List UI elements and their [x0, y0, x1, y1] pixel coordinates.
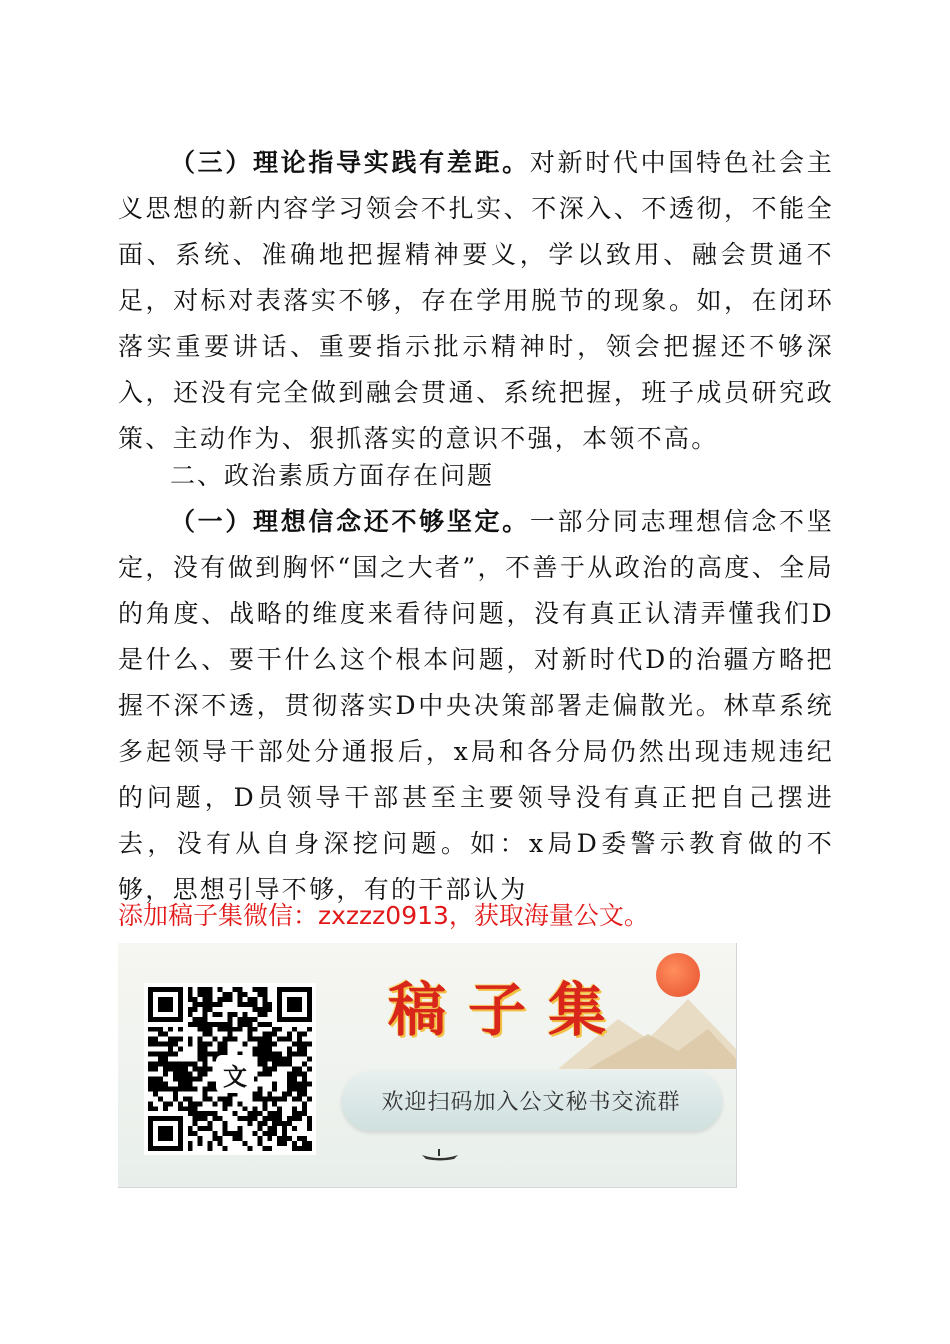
paragraph-body: 一部分同志理想信念不坚定，没有做到胸怀“国之大者”，不善于从政治的高度、全局的角度、战略的维度来看待问题，没有真正认清弄懂我们D是什么、要干什么这个根本问题，对新时代D的治疆方略把握不深不透，贯彻落实D中央决策部署走偏散光。林草系统多起领导干部处分通报后，x局和各分局仍然出现违规违纪的问题，D员领导干部甚至主要领导没有真正把自己摆进去，没有从自身深挖问题。如：x局D委警示教育做的不够，思想引导不够，有的干部认为	[118, 507, 834, 904]
qr-code-icon[interactable]	[144, 983, 316, 1155]
paragraph-heading: （一）理想信念还不够坚定。	[170, 507, 530, 536]
boat-icon	[420, 1147, 460, 1161]
paragraph-ideals-belief	[118, 499, 834, 913]
paragraph-heading: （三）理论指导实践有差距。	[170, 148, 530, 177]
qr-center-logo: 文	[216, 1055, 254, 1093]
brand-title: 稿子集	[388, 976, 629, 1044]
section-heading: 二、政治素质方面存在问题	[170, 461, 495, 490]
promo-banner[interactable]	[118, 943, 737, 1188]
promo-text[interactable]: 添加稿子集微信：zxzzz0913，获取海量公文。	[118, 901, 649, 930]
paragraph-theory-practice-gap	[118, 140, 834, 462]
slogan-text: 欢迎扫码加入公文秘书交流群	[381, 1090, 681, 1115]
paragraph-body: 对新时代中国特色社会主义思想的新内容学习领会不扎实、不深入、不透彻，不能全面、系统、准确地把握精神要义，学以致用、融会贯通不足，对标对表落实不够，存在学用脱节的现象。如，在闭环落实重要讲话、重要指示批示精神时，领会把握还不够深入，还没有完全做到融会贯通、系统把握，班子成员研究政策、主动作为、狠抓落实的意识不强，本领不高。	[118, 148, 834, 453]
